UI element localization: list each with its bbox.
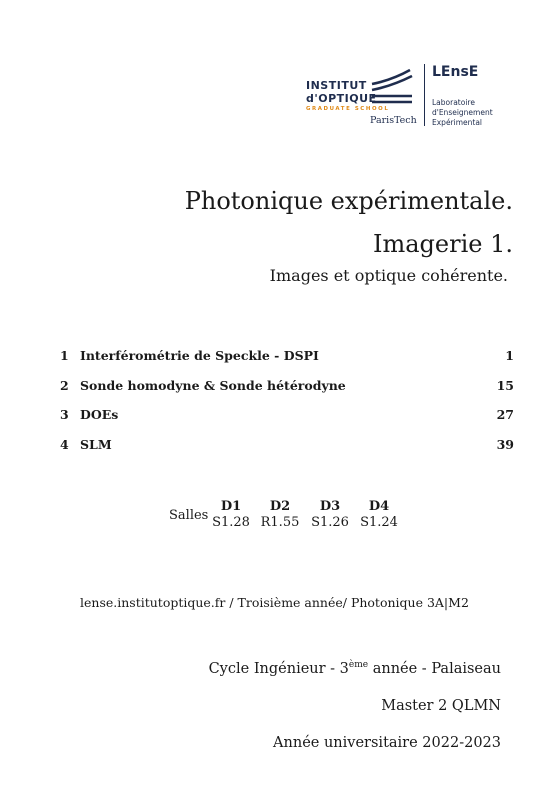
logo-lense-sub2: d'Enseignement bbox=[432, 108, 493, 117]
cycle-pre: Cycle Ingénieur - 3 bbox=[208, 661, 349, 677]
salle-room: S1.24 bbox=[360, 515, 398, 530]
salle-d1 bbox=[206, 499, 256, 531]
salle-code: D3 bbox=[319, 499, 341, 514]
institut-optique-lense-logo bbox=[300, 62, 510, 132]
cycle-post: année - Palaiseau bbox=[368, 661, 501, 677]
toc-entry[interactable] bbox=[60, 407, 514, 437]
salle-code: D2 bbox=[269, 499, 291, 514]
toc-number: 2 bbox=[60, 377, 69, 393]
salle-room: S1.28 bbox=[212, 515, 250, 530]
academic-year: Année universitaire 2022-2023 bbox=[273, 735, 501, 751]
salle-room: S1.26 bbox=[311, 515, 349, 530]
logo-lense-sub3: Expérimental bbox=[432, 118, 483, 127]
course-url[interactable]: lense.institutoptique.fr / Troisième année/ Photonique 3A|M2 bbox=[80, 595, 469, 610]
main-title-line2: Imagerie 1. bbox=[373, 230, 513, 258]
toc-title: SLM bbox=[80, 436, 112, 452]
toc-number: 4 bbox=[60, 436, 69, 452]
salles-label: Salles bbox=[169, 508, 209, 523]
main-title: Photonique expérimentale. bbox=[184, 187, 513, 215]
logo-graduate-school-text: GRADUATE SCHOOL bbox=[306, 106, 390, 112]
logo-lense-sub1: Laboratoire bbox=[432, 98, 475, 107]
toc-number: 1 bbox=[60, 348, 69, 363]
toc-entry[interactable] bbox=[60, 437, 514, 467]
logo-optique-text: d'OPTIQUE bbox=[306, 92, 377, 105]
toc-entry[interactable] bbox=[60, 378, 514, 408]
toc-entry[interactable] bbox=[60, 348, 514, 378]
salle-d4 bbox=[354, 499, 404, 531]
toc-title: Interférométrie de Speckle - DSPI bbox=[80, 348, 319, 363]
salle-code: D1 bbox=[220, 499, 242, 514]
logo-paristech-text: ParisTech bbox=[370, 115, 417, 126]
salle-d2 bbox=[255, 499, 305, 531]
subtitle: Images et optique cohérente. bbox=[269, 266, 508, 285]
salle-d3 bbox=[305, 499, 355, 531]
logo-lense-title: LEnsE bbox=[432, 64, 479, 80]
logo-divider bbox=[424, 64, 425, 126]
cycle-sup: ème bbox=[348, 660, 369, 670]
toc-number: 3 bbox=[60, 407, 69, 422]
toc-page: 27 bbox=[496, 407, 514, 422]
cycle-line bbox=[209, 660, 501, 677]
master-line: Master 2 QLMN bbox=[381, 698, 501, 714]
toc-page: 1 bbox=[505, 348, 514, 363]
toc-page: 15 bbox=[496, 377, 514, 393]
logo-waves-icon bbox=[370, 66, 414, 106]
table-of-contents bbox=[60, 348, 514, 466]
toc-page: 39 bbox=[496, 436, 514, 452]
logo-institut-text: INSTITUT bbox=[306, 79, 367, 92]
toc-title: Sonde homodyne & Sonde hétérodyne bbox=[80, 377, 346, 393]
salle-room: R1.55 bbox=[260, 515, 300, 530]
toc-title: DOEs bbox=[80, 407, 119, 422]
salle-code: D4 bbox=[368, 499, 390, 514]
